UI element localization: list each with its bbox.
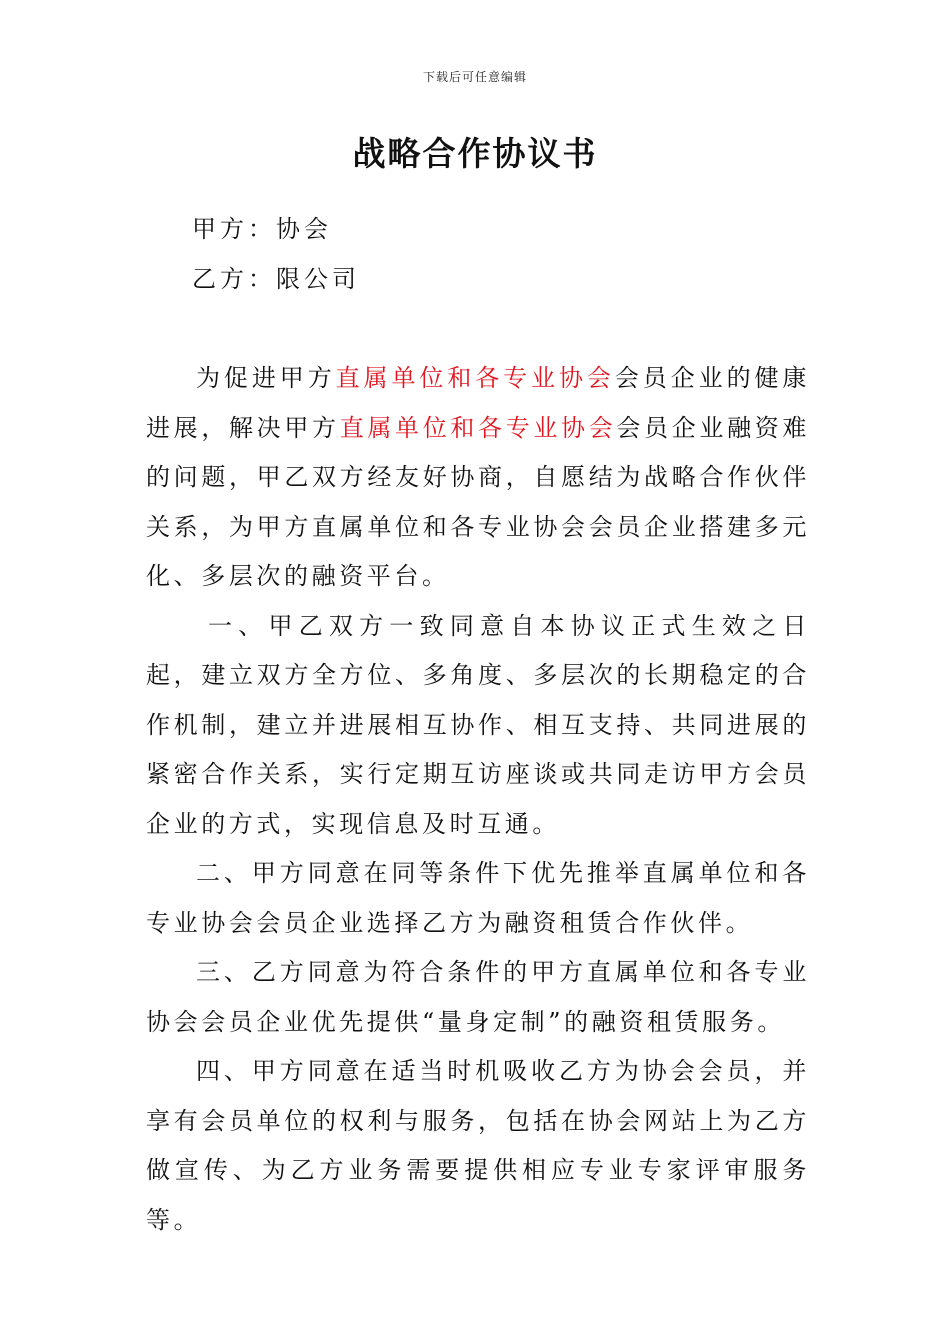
clause-4: 四、甲方同意在适当时机吸收乙方为协会会员，并享有会员单位的权利与服务，包括在协会网站上为乙方做宣传、为乙方业务需要提供相应专业专家评审服务等。 xyxy=(146,1057,810,1234)
intro-paragraph xyxy=(146,354,810,602)
intro-text-2: 会员企业的健康进展，解决甲方 xyxy=(146,364,811,442)
party-b-line: 乙方：限公司 xyxy=(192,265,360,293)
clause-3: 三、乙方同意为符合条件的甲方直属单位和各专业协会会员企业优先提供“量身定制”的融资租赁服务。 xyxy=(146,958,810,1036)
document-title: 战略合作协议书 xyxy=(352,134,598,173)
intro-highlight-2: 直属单位和各专业协会 xyxy=(339,413,617,442)
clause-1: 一、甲乙双方一致同意自本协议正式生效之日起，建立双方全方位、多角度、多层次的长期稳定的合作机制，建立并进展相互协作、相互支持、共同进展的紧密合作关系，实行定期互访座谈或共同走访甲方会员企业的方式，实现信息及时互通。 xyxy=(146,611,810,838)
intro-text-1: 为促进甲方 xyxy=(196,364,336,392)
intro-text-3: 会员企业融资难的问题，甲乙双方经友好协商，自愿结为战略合作伙伴关系，为甲方直属单位和各专业协会会员企业搭建多元化、多层次的融资平台。 xyxy=(146,413,811,590)
intro-highlight-1: 直属单位和各专业协会 xyxy=(335,364,615,392)
agreement-body xyxy=(146,354,810,1245)
party-a-line: 甲方：协会 xyxy=(192,215,332,243)
clause-2: 二、甲方同意在同等条件下优先推举直属单位和各专业协会会员企业选择乙方为融资租赁合作伙伴。 xyxy=(146,859,810,937)
header-note: 下载后可任意编辑 xyxy=(422,70,527,84)
